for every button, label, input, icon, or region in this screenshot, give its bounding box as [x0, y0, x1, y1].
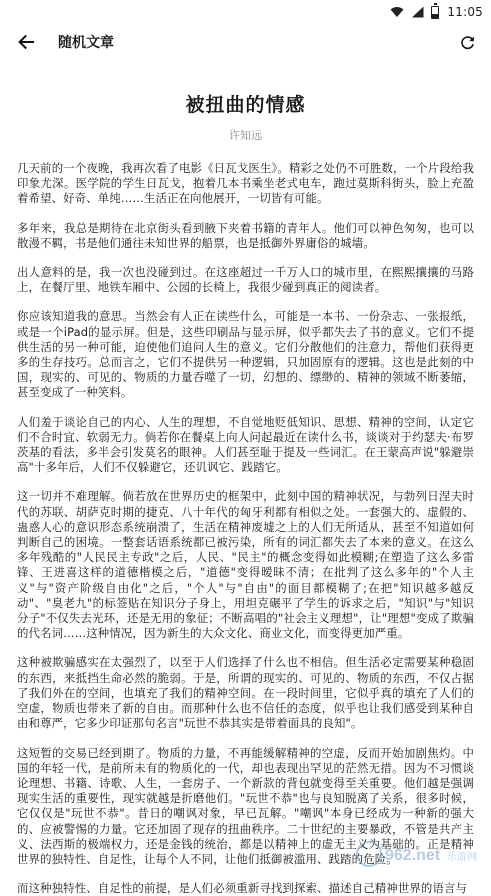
- status-time: 11:05: [447, 5, 483, 19]
- battery-icon: [431, 6, 439, 19]
- status-bar: [0, 0, 491, 24]
- watermark-subtext: 乐游网: [447, 852, 477, 863]
- arrow-left-icon: [18, 35, 34, 49]
- wifi-icon: [390, 6, 404, 18]
- status-icons: [390, 6, 439, 19]
- article-paragraph: 这短暂的交易已经到期了。物质的力量，不再能缓解精神的空虚，反而开始加剧焦灼。中国的年轻一代，是前所未有的物质化的一代，却也表现出罕见的茫然无措。因为不习惯谈论理想、书籍、诗歌、人生，一套房子、一个新款的背包就变得至关重要。他们越是强调现实生活的重要性，现实就越是折磨他们。"玩世不恭"也与良知脱离了关系，很多时候，它仅仅是"玩世不恭"。昔日的嘲讽对象，早已瓦解。"嘲讽"本身已经成为一种新的强大的、应被警惕的力量。它还加固了现存的扭曲秩序。二十世纪的主要暴政，不管是共产主义、法西斯的极端权力，还是金钱的统治，都是以精神上的虚无主义为基础的。正是精神世界的独特性、自足性，让每个人不同，让他们抵御被滥用、践踏的危险。: [17, 745, 474, 866]
- battery-level: [432, 14, 438, 18]
- article-paragraph: 你应该知道我的意思。当然会有人正在读些什么，可能是一本书、一份杂志、一张报纸，或是一个iPad的显示屏。但是，这些印刷品与显示屏，似乎都失去了书的意义。它们不提供生活的另一种可能，迫使他们追问人生的意义。它们分散他们的注意力，帮他们获得更多的生存技巧。总而言之，它们不提供另一种逻辑，只加固原有的逻辑。这也是此刻的中国，现实的、可见的、物质的力量吞噬了一切，幻想的、缥缈的、精神的领域不断萎缩，甚至变成了一种笑料。: [17, 309, 474, 400]
- article-paragraph: 这一切并不难理解。倘若放在世界历史的框架中，此刻中国的精神状况，与勃列日涅夫时代的苏联、胡萨克时期的捷克、八十年代的匈牙利都有相似之处。一套强大的、虚假的、蛊惑人心的意识形态系统崩溃了，生活在精神废墟之上的人们无所适从，甚至不知道如何判断自己的困境。一整套话语系统都已被污染，所有的词汇都失去了本来的意义。在这么多年残酷的"人民民主专政"之后，人民、"民主"的概念变得如此模糊;在塑造了这么多雷锋、王进喜这样的道德楷模之后，"道德"变得暧昧不清；在批判了这么多年的"个人主义"与"资产阶级自由化"之后，"个人"与"自由"的面目都模糊了;在把"知识越多越反动"、"臭老九"的标签贴在知识分子身上，用坦克碾平了学生的诉求之后，"知识"与"知识分子"不仅失去光环，还是无用的象征；不断高唱的"社会主义理想"，让"理想"变成了欺骗的代名词……这种情况，因为新生的大众文化、商业文化，而变得更加严重。: [17, 489, 474, 641]
- article-body: [0, 161, 491, 896]
- article-paragraph: 出人意料的是，我一次也没碰到过。在这座超过一千万人口的城市里，在熙熙攘攘的马路上，在餐厅里、地铁车厢中、公园的长椅上，我很少碰到真正的阅读者。: [17, 265, 474, 295]
- article-title: 被扭曲的情感: [185, 94, 306, 116]
- article-paragraph: 而这种独特性、自足性的前提，是人们必须重新寻找到探索、描述自己精神世界的语言与: [17, 881, 468, 896]
- app-bar: [0, 24, 491, 60]
- signal-icon: [411, 6, 424, 18]
- back-button[interactable]: [14, 30, 38, 54]
- watermark-text: 962.net: [385, 847, 441, 864]
- app-bar-title: 随机文章: [58, 35, 114, 51]
- article-paragraph: 多年来，我总是期待在北京街头看到腋下夹着书籍的青年人。他们可以神色匆匆，也可以散漫不羁，书是他们通往未知世界的船票，也是抵御外界庸俗的城墙。: [17, 220, 474, 250]
- site-watermark-logo: [355, 836, 485, 872]
- article-paragraph: 几天前的一个夜晚，我再次看了电影《日瓦戈医生》。精彩之处仍不可胜数，一个片段给我印象尤深。医学院的学生日瓦戈，抱着几本书乘坐老式电车，跑过莫斯科街头，脸上充盈着希望、好奇、单纯……生活正在向他展开，一切皆有可能。: [17, 161, 474, 206]
- refresh-button[interactable]: [455, 30, 479, 54]
- article-paragraph: 人们羞于谈论自己的内心、人生的理想，不自觉地贬低知识、思想、精神的空间，认定它们不合时宜、软弱无力。倘若你在餐桌上向人问起最近在读什么书，谈谈对于约瑟夫·布罗茨基的看法，多半会引发莫名的眼神。人们甚至耻于提及一些词汇。在王蒙高声说"躲避崇高"十多年后，人们不仅躲避它，还讥讽它、践踏它。: [17, 414, 474, 475]
- article-scroll-area[interactable]: [0, 60, 491, 896]
- refresh-icon: [459, 34, 476, 51]
- article-paragraph: 这种被欺骗感实在太强烈了，以至于人们选择了什么也不相信。但生活必定需要某种稳固的东西，来抵挡生命必然的脆弱。于是，所谓的现实的、可见的、物质的东西，不仅占据了我们外在的空间，也填充了我们的精神空间。在一段时间里，它似乎真的填充了人们的空虚，物质也带来了新的自由。而那种什么也不信任的态度，似乎也让我们感受到某种自由和尊严，它多少印证那句名言"玩世不恭其实是带着面具的良知"。: [17, 655, 474, 731]
- article-author: 许知远: [229, 129, 262, 142]
